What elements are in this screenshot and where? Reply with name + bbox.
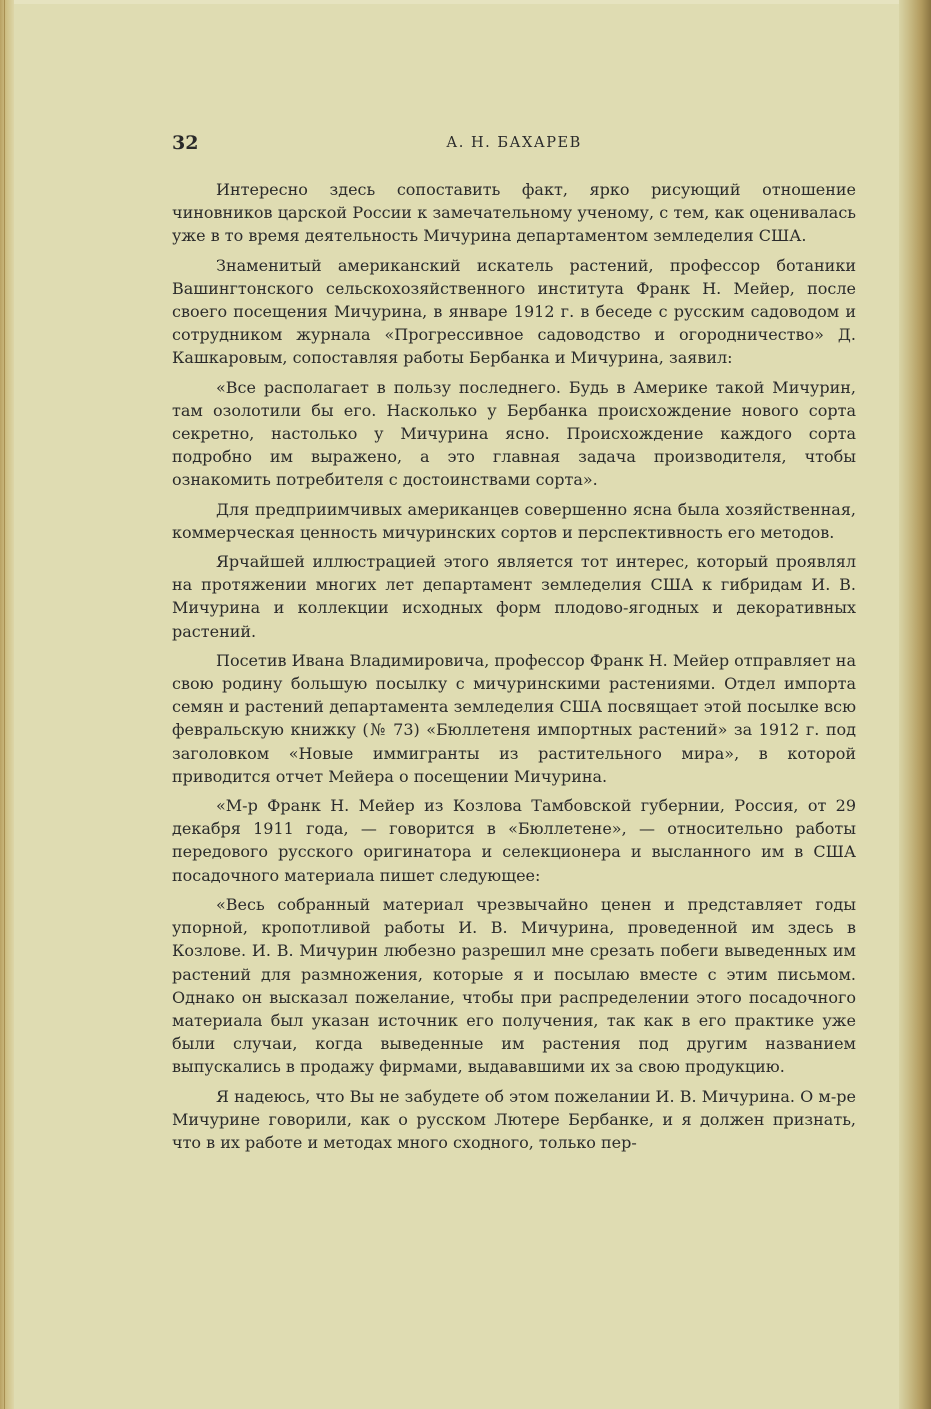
body-text xyxy=(172,178,856,1154)
paragraph: «Весь собранный материал чрезвычайно ценен и представляет годы упорной, кропотливой работы И. В. Мичурина, проведенной им здесь в Козлове. И. В. Мичурин любезно разрешил мне срезать побеги выведенных им растений для размножения, которые я и посылаю вместе с этим письмом. Однако он высказал пожелание, чтобы при распределении этого посадочного материала был указан источник его получения, так как в его практике уже были случаи, когда выведенные им растения под другим названием выпускались в продажу фирмами, выдававшими их за свою продукцию. xyxy=(172,894,856,1077)
page-right-edge xyxy=(899,0,931,1409)
running-head: А. Н. БАХАРЕВ xyxy=(446,135,582,151)
page-left-edge xyxy=(0,0,14,1409)
paragraph: Для предприимчивых американцев совершенно ясна была хозяйственная, коммерческая ценность мичуринских сортов и перспективность его методов. xyxy=(172,499,856,542)
paragraph: «М-р Франк Н. Мейер из Козлова Тамбовской губернии, Россия, от 29 декабря 1911 года, — говорится в «Бюллетене», — относительно работы передового русского оригинатора и селекционера и высланного им в США посадочного материала пишет следующее: xyxy=(172,796,856,885)
paragraph: Посетив Ивана Владимировича, профессор Франк Н. Мейер отправляет на свою родину большую посылку с мичуринскими растениями. Отдел импорта семян и растений департамента земледелия США посвящает этой посылке всю февральскую книжку (№ 73) «Бюллетеня импортных растений» за 1912 г. под заголовком «Новые иммигранты из растительного мира», в которой приводится отчет Мейера о посещении Мичурина. xyxy=(172,650,856,786)
paragraph: Интересно здесь сопоставить факт, ярко рисующий отношение чиновников царской России к замечательному ученому, с тем, как оценивалась уже в то время деятельность Мичурина департаментом земледелия США. xyxy=(172,180,856,246)
paragraph: Ярчайшей иллюстрацией этого является тот интерес, который проявлял на протяжении многих лет департамент земледелия США к гибридам И. В. Мичурина и коллекции исходных форм плодово-ягодных и декоративных растений. xyxy=(172,552,856,641)
page-number: 32 xyxy=(172,132,199,154)
paragraph: «Все располагает в пользу последнего. Будь в Америке такой Мичурин, там озолотили бы его. Насколько у Бербанка происхождение нового сорта секретно, настолько у Мичурина ясно. Происхождение каждого сорта подробно им выражено, а это главная задача производителя, чтобы ознакомить потребителя с достоинствами сорта». xyxy=(172,377,856,490)
paragraph: Я надеюсь, что Вы не забудете об этом пожелании И. В. Мичурина. О м-ре Мичурине говорили, как о русском Лютере Бербанке, и я должен признать, что в их работе и методах много сходного, только пер- xyxy=(172,1086,856,1152)
page-top-edge xyxy=(0,0,931,4)
page-header xyxy=(172,132,856,160)
paragraph: Знаменитый американский искатель растений, профессор ботаники Вашингтонского сельскохозяйственного института Франк Н. Мейер, после своего посещения Мичурина, в январе 1912 г. в беседе с русским садоводом и сотрудником журнала «Прогрессивное садоводство и огородничество» Д. Кашкаровым, сопоставляя работы Бербанка и Мичурина, заявил: xyxy=(172,255,856,368)
